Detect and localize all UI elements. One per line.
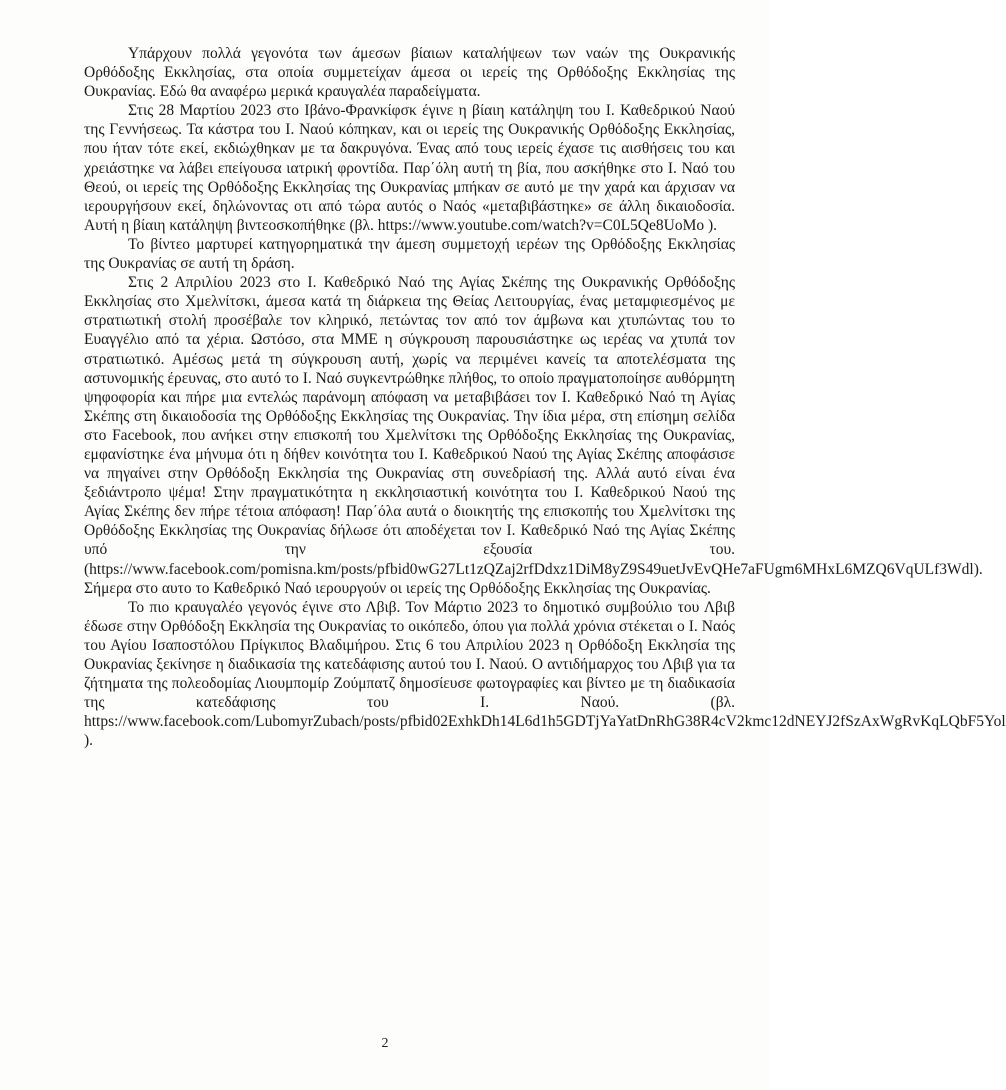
paragraph-ivano-frankivsk: Στις 28 Μαρτίου 2023 στο Ιβάνο-Φρανκίφσκ έγινε η βίαιη κατάληψη του Ι. Καθεδρικού Ναού της Γεννήσεως. Τα κάστρα του Ι. Ναού κόπηκαν, και οι ιερείς της Ουκρανικής Ορθόδοξης Εκκλησίας, που ήταν τότε εκεί, εκδιώχθηκαν με τα δακρυγόνα. Ένας από τους ιερείς έχασε τις αισθήσεις του και χρειάστηκε να λάβει επείγουσα ιατρική φροντίδα. Παρ΄όλη αυτή τη βία, που ασκήθηκε στο Ι. Ναό του Θεού, οι ιερείς της Ορθόδοξης Εκκλησίας της Ουκρανίας μπήκαν σε αυτό με την χαρά και άρχισαν να ιερουργήσουν εκεί, δηλώνοντας οτι από τώρα αυτός ο Ναός «μεταβιβάστηκε» σε άλλη δικαιοδοσία. Αυτή η βίαιη κατάληψη βιντεοσκοπήθηκε (βλ. https://www.youtube.com/watch?v=C0L5Qe8UoMo ).: [84, 102, 735, 234]
paragraph-intro: Υπάρχουν πολλά γεγονότα των άμεσων βίαιων καταλήψεων των ναών της Ουκρανικής Ορθόδοξης Εκκλησίας, στα οποία συμμετείχαν άμεσα οι ιερείς της Ορθόδοξης Εκκλησίας της Ουκρανίας. Εδώ θα αναφέρω μερικά κραυγαλέα παραδείγματα.: [84, 45, 735, 101]
page-number: 2: [381, 1036, 389, 1051]
paragraph-khmelnytskyi: Στις 2 Απριλίου 2023 στο Ι. Καθεδρικό Ναό της Αγίας Σκέπης της Ουκρανικής Ορθόδοξης Εκκλησίας στο Χμελνίτσκι, άμεσα κατά τη διάρκεια της Θείας Λειτουργίας, ένας μεταμφιεσμένος με στρατιωτική στολή προσέβαλε τον κληρικό, πετώντας τον από τον άμβωνα και χτυπώντας του το Ευαγγέλιο από τα χέρια. Ωστόσο, στα ΜΜΕ η σύγκρουση παρουσιάστηκε ως ιερέας να χτυπά τον στρατιωτικό. Αμέσως μετά τη σύγκρουση αυτή, χωρίς να περιμένει κανείς τα αποτελέσματα της αστυνομικής έρευνας, στο αυτό το Ι. Ναό συγκεντρώθηκε πλήθος, το οποίο πραγματοποίησε αυθόρμητη ψηφοφορία και πήρε μια εντελώς παράνομη απόφαση να μεταβιβάσει τον Ι. Καθεδρικό Ναό τη Αγίας Σκέπης στη δικαιοδοσία της Ορθόδοξης Εκκλησίας της Ουκρανίας. Την ίδια μέρα, στη επίσημη σελίδα στο Facebook, που ανήκει στην επισκοπή του Χμελνίτσκι της Ορθόδοξης Εκκλησίας της Ουκρανίας, εμφανίστηκε ένα μήνυμα ότι η δήθεν κοινότητα του Ι. Καθεδρικού Ναού της Αγίας Σκέπης αποφάσισε να πηγαίνει στην Ορθόδοξη Εκκλησία της Ουκρανίας στη συνεδρίασή της. Αλλά αυτό είναι ένα ξεδιάντροπο ψέμα! Στην πραγματικότητα η εκκλησιαστική κοινότητα του Ι. Καθεδρικού Ναού της Αγίας Σκέπης δεν πήρε τέτοια απόφαση! Παρ΄όλα αυτά ο διοικητής της επισκοπής του Χμελνίτσκι της Ορθόδοξης Εκκλησίας της Ουκρανίας δήλωσε ότι αποδέχεται τον Ι. Καθεδρικό Ναό της Αγίας Σκέπης υπό την εξουσία του. (https://www.facebook.com/pomisna.km/posts/pfbid0wG27Lt1zQZaj2rfDdxz1DiM8yZ9S49uetJvEvQHe7aFUgm6MHxL6MZQ6VqULf3Wdl). Σήμερα στο αυτο το Καθεδρικό Ναό ιερουργούν οι ιερείς της Ορθόδοξης Εκκλησίας της Ουκρανίας.: [84, 274, 983, 597]
paragraph-video-evidence: Το βίντεο μαρτυρεί κατηγορηματικά την άμεση συμμετοχή ιερέων της Ορθόδοξης Εκκλησίας της Ουκρανίας σε αυτή τη δράση.: [84, 235, 735, 273]
document-body: [84, 44, 1006, 750]
paragraph-lviv: Το πιο κραυγαλέο γεγονός έγινε στο Λβιβ. Τον Μάρτιο 2023 το δημοτικό συμβούλιο του Λβιβ έδωσε στην Ορθόδοξη Εκκλησία της Ουκρανίας το οικόπεδο, όπου για πολλά χρόνια στέκεται ο Ι. Ναός του Αγίου Ισαποστόλου Πρίγκιπος Βλαδιμήρου. Στις 6 του Απριλίου 2023 η Ορθόδοξη Εκκλησία της Ουκρανίας ξεκίνησε η διαδικασία της κατεδάφισης αυτού του Ι. Ναού. Ο αντιδήμαρχος του Λβιβ για τα ζήτηματα της πολεοδομίας Λιουμπομίρ Ζούμπατζ δημοσίευσε φωτογραφίες και βίντεο με τη διαδικασία της κατεδάφισης του Ι. Ναού. (βλ. https://www.facebook.com/LubomyrZubach/posts/pfbid02ExhkDh14L6d1h5GDTjYaYatDnRhG38R4cV2kmc12dNEYJ2fSzAxWgRvKqLQbF5Yol ).: [84, 598, 1006, 750]
